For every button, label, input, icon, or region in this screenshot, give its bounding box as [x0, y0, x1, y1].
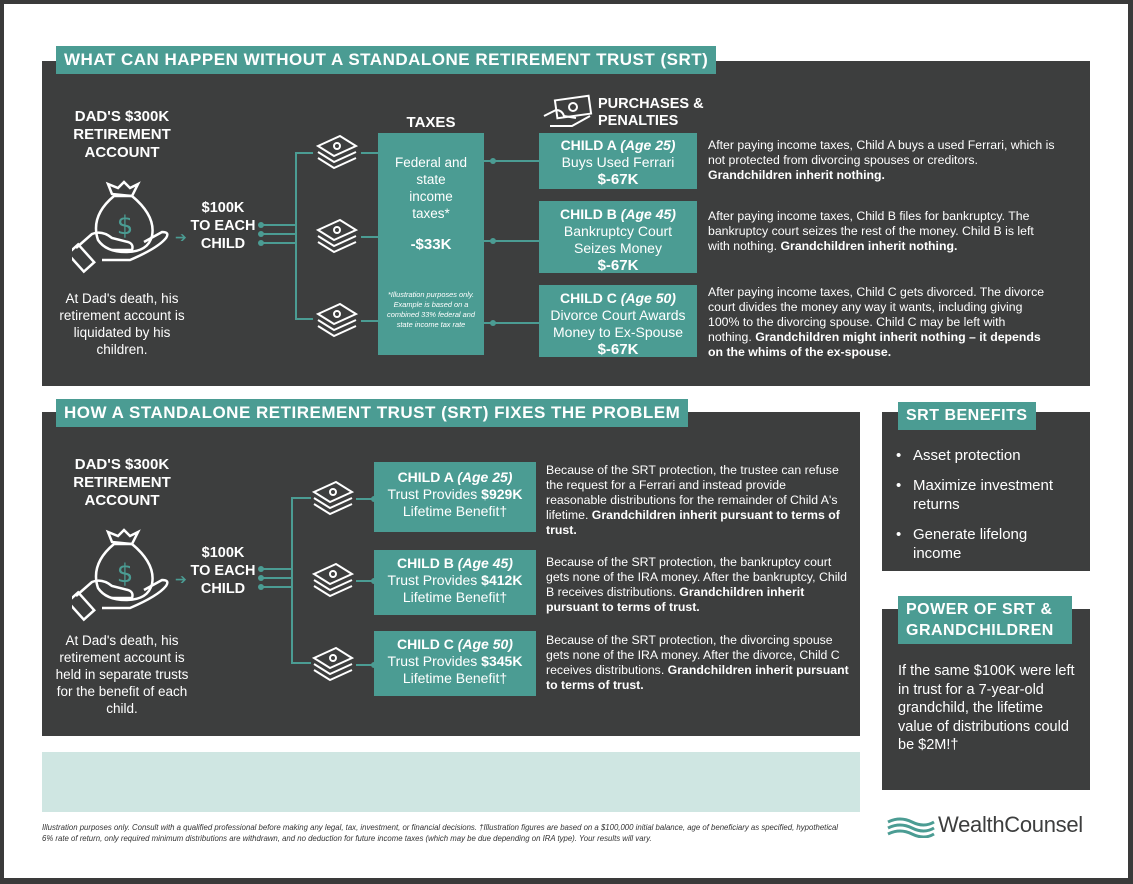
child-a-action: Buys Used Ferrari [561, 154, 675, 170]
child-b-penalty-box [539, 201, 697, 273]
money-bag-hand-icon [72, 524, 172, 624]
child-b-name: CHILD B [560, 206, 617, 222]
child-c-trust-desc-bold: Grandchildren inherit pursuant to terms of trust. [546, 663, 849, 692]
child-c-trust-benefit: Lifetime Benefit† [402, 670, 508, 686]
child-c-trust-box [374, 631, 536, 696]
svg-text:$: $ [116, 559, 134, 589]
connector [361, 320, 379, 322]
split-label-2: $100K TO EACH CHILD [190, 545, 256, 597]
connector [361, 236, 379, 238]
child-a-trust-box [374, 462, 536, 532]
money-bill-hand-icon [542, 94, 594, 128]
child-c-desc-text: After paying income taxes, Child C gets divorced. The divorce court divides the money any way it wants, including giving 100% to the divorcing spouse. Child C may be left with nothing. [708, 285, 1045, 344]
connector-dot [258, 231, 264, 237]
child-a-trust-name: CHILD A [397, 469, 454, 485]
wealthcounsel-logo: WealthCounsel [938, 812, 1083, 837]
section2-title: HOW A STANDALONE RETIREMENT TRUST (SRT) FIXES THE PROBLEM [56, 399, 688, 427]
child-a-name: CHILD A [560, 137, 617, 153]
svg-text:$: $ [116, 211, 134, 241]
connector-dot [490, 158, 496, 164]
child-a-trust-desc-bold: Grandchildren inherit pursuant to terms of trust. [546, 508, 840, 537]
connector-dot [258, 584, 264, 590]
dad-account-label-text: DAD'S $300K RETIREMENT ACCOUNT [73, 108, 171, 161]
money-stack-icon [314, 132, 360, 172]
connector [295, 152, 313, 154]
child-b-action: Bankruptcy Court Seizes Money [563, 223, 673, 256]
taxes-amount: -$33K [410, 236, 452, 253]
child-b-age: (Age 45) [620, 206, 676, 222]
connector [260, 586, 292, 588]
connector [291, 497, 311, 499]
connector [291, 662, 311, 664]
child-c-trust-amount: $345K [481, 653, 523, 669]
connector-dot [258, 566, 264, 572]
child-b-trust-benefit: Lifetime Benefit† [402, 589, 508, 605]
child-c-action: Divorce Court Awards Money to Ex-Spouse [550, 307, 686, 340]
child-c-amount: $-67K [597, 341, 639, 358]
child-b-trust-amount: $412K [481, 572, 523, 588]
power-title [898, 596, 1072, 644]
purchases-heading: PURCHASES & PENALTIES [598, 96, 704, 129]
connector [295, 152, 297, 319]
section1-title: WHAT CAN HAPPEN WITHOUT A STANDALONE RETIREMENT TRUST (SRT) [56, 46, 716, 74]
power-title-line1: POWER OF SRT & [906, 601, 1053, 618]
child-a-penalty-box [539, 133, 697, 189]
benefit-label: Asset protection [913, 447, 1021, 464]
money-stack-icon [314, 216, 360, 256]
connector [361, 152, 379, 154]
child-c-description [708, 285, 1052, 360]
benefit-item: • Maximize investment returns [896, 476, 1076, 516]
taxes-text: Federal and state income taxes* [394, 155, 468, 221]
money-stack-icon [310, 644, 356, 684]
split-label: $100K TO EACH CHILD [190, 200, 256, 252]
child-a-amount: $-67K [597, 171, 639, 188]
child-c-trust-description [546, 633, 852, 693]
dad-account-label-2: DAD'S $300K RETIREMENT ACCOUNT [73, 456, 171, 509]
money-stack-icon [314, 300, 360, 340]
dad-caption-2: At Dad's death, his retirement account is held in separate trusts for the benefit of each child. [55, 633, 189, 716]
child-a-trust-age: (Age 25) [457, 469, 513, 485]
connector [260, 224, 296, 226]
child-b-trust-desc-bold: Grandchildren inherit pursuant to terms of trust. [546, 585, 805, 614]
child-b-desc-bold: Grandchildren inherit nothing. [780, 239, 958, 253]
connector [291, 497, 293, 663]
child-c-trust-line: Trust Provides [387, 653, 482, 669]
money-stack-icon [310, 478, 356, 518]
connector [260, 568, 292, 570]
child-a-trust-benefit: Lifetime Benefit† [402, 503, 508, 519]
wealthcounsel-logo-icon [886, 816, 936, 838]
taxes-heading: TAXES [406, 114, 456, 131]
child-c-penalty-box [539, 285, 697, 357]
child-c-trust-desc-text: Because of the SRT protection, the divorcing spouse gets none of the IRA money. After the divorce, Child C receives distributions. [546, 633, 840, 677]
benefit-label: Generate lifelong income [913, 526, 1028, 562]
child-b-description [708, 209, 1058, 254]
blank-banner [42, 752, 860, 812]
infographic-page: WHAT CAN HAPPEN WITHOUT A STANDALONE RETIREMENT TRUST (SRT) DAD'S $300K RETIREMENT ACCOUNT $ At Dad's death, his retirement account is liquidated by his children. ➔ $100K TO EACH CHILD TAXES Federal and state income taxes* -$33K *Illustration purposes only. Example is based on a combined 33% federal and state income tax rate PURCHASES & PENALTIES CHILD A (Age 25) Buys Used Ferrari $-67K CHILD B (Age 45) Bankruptcy Court Seizes Money $-67K CHILD C (Age 50) Divorce Court Awards Money to Ex-Spouse $-67K After paying income taxes, Child A buys a used Ferrari, which is not protected from divorcing spouses or creditors. Grandchildren inherit nothing. After paying income taxes, Child B files for bankruptcy. The bankruptcy court seizes the rest of the money. Child B is left with nothing. Grandchildren inherit nothing. After paying income taxes, Child C gets divorced. The divorce court divides the money any way it wants, including giving 100% to the divorcing spouse. Child C may be left with nothing. Grandchildren might inherit nothing – it depends on the whims of the ex-spouse. HOW A STANDALONE RETIREMENT TRUST (SRT) FIXES THE PROBLEM DAD'S $300K RETIREMENT ACCOUNT $ At Dad's death, his retirement account is held in separate trusts for the benefit of each child. ➔ $100K TO EACH CHILD CHILD A (Age 25) Trust Provides $929K Lifetime Benefit† CHILD B (Age 45) Trust Provides $412K Lifetime Benefit† CHILD C (Age 50) Trust Provides $345K Lifetime Benefit† Because of the SRT protection, the trustee can refuse the request for a Ferrari and instead provide reasonable distributions for the remainder of Child A's lifetime. Grandchildren inherit pursuant to terms of trust. Because of the SRT protection, the bankruptcy court gets none of the IRA money. After the bankruptcy, Child B receives distributions. Grandchildren inherit pursuant to terms of trust. Because of the SRT protection, the divorcing spouse gets none of the IRA money. After the divorce, Child C receives distributions. Grandchildren inherit pursuant to terms of trust. SRT BENEFITS • Asset protection • Maximize investment returns • Generate lifelong income POWER OF SRT & GRANDCHILDREN If the same $100K were left in trust for a 7-year-old grandchild, the lifetime value of distributions could be $2M!† Illustration purposes only. Consult with a qualified professional before making any legal, tax, investment, or financial decisions. †Illustration figures are based on a $100,000 initial balance, age of beneficiary as specified, hypothetical 6% rate of return, only required minimum distributions are withdrawn, and no deduction for future income taxes (which may be due depending on IRA type). Your results will vary. WealthCounsel [4, 4, 1128, 878]
child-b-trust-box [374, 550, 536, 615]
child-b-trust-desc-text: Because of the SRT protection, the bankruptcy court gets none of the IRA money. After the bankruptcy, Child B receives distributions. [546, 555, 847, 599]
srt-benefits-title: SRT BENEFITS [898, 402, 1036, 430]
benefit-item: • Generate lifelong income [896, 525, 1076, 565]
connector-dot [258, 222, 264, 228]
child-a-description [708, 138, 1058, 183]
connector [295, 318, 313, 320]
child-c-name: CHILD C [560, 290, 617, 306]
child-a-trust-amount: $929K [481, 486, 523, 502]
connector [260, 233, 296, 235]
child-b-trust-description [546, 555, 852, 615]
power-title-line2: GRANDCHILDREN [906, 622, 1054, 639]
child-a-trust-description [546, 463, 846, 538]
child-b-trust-line: Trust Provides [387, 572, 482, 588]
connector [260, 577, 292, 579]
money-bag-hand-icon [72, 176, 172, 276]
child-a-trust-line: Trust Provides [387, 486, 482, 502]
child-c-desc-bold: Grandchildren might inherit nothing – it depends on the whims of the ex-spouse. [708, 330, 1041, 359]
child-c-age: (Age 50) [620, 290, 676, 306]
connector-dot [490, 238, 496, 244]
child-a-trust-desc-text: Because of the SRT protection, the trustee can refuse the request for a Ferrari and instead provide reasonable distributions for the remainder of Child A's lifetime. [546, 463, 839, 522]
money-stack-icon [310, 560, 356, 600]
child-b-trust-age: (Age 45) [457, 555, 513, 571]
footnote: Illustration purposes only. Consult with a qualified professional before making any legal, tax, investment, or financial decisions. †Illustration figures are based on a $100,000 initial balance, age of beneficiary as specified, hypothetical 6% rate of return, only required minimum distributions are withdrawn, and no deduction for future income taxes (which may be due depending on IRA type). Your results will vary. [42, 823, 839, 843]
connector [260, 242, 296, 244]
arrow-icon: ➔ [175, 229, 187, 245]
child-a-age: (Age 25) [620, 137, 676, 153]
benefit-label: Maximize investment returns [913, 477, 1054, 513]
child-a-desc-bold: Grandchildren inherit nothing. [708, 168, 885, 182]
child-a-desc-text: After paying income taxes, Child A buys a used Ferrari, which is not protected from divorcing spouses or creditors. [708, 138, 1055, 167]
child-c-trust-name: CHILD C [397, 636, 454, 652]
power-text: If the same $100K were left in trust for a 7-year-old grandchild, the lifetime value of distributions could be $2M!† [898, 663, 1075, 753]
child-b-trust-name: CHILD B [397, 555, 454, 571]
child-b-amount: $-67K [597, 257, 639, 274]
connector-dot [258, 240, 264, 246]
taxes-note: *Illustration purposes only. Example is based on a combined 33% federal and state income tax rate [387, 290, 475, 329]
connector-dot [490, 320, 496, 326]
child-c-trust-age: (Age 50) [457, 636, 513, 652]
connector-dot [258, 575, 264, 581]
dad-account-label [52, 108, 192, 162]
child-b-desc-text: After paying income taxes, Child B files for bankruptcy. The bankruptcy court seizes the rest of the money. Child B is left with nothing. [708, 209, 1034, 253]
arrow-icon: ➔ [175, 571, 187, 587]
dad-caption: At Dad's death, his retirement account is liquidated by his children. [59, 291, 185, 357]
